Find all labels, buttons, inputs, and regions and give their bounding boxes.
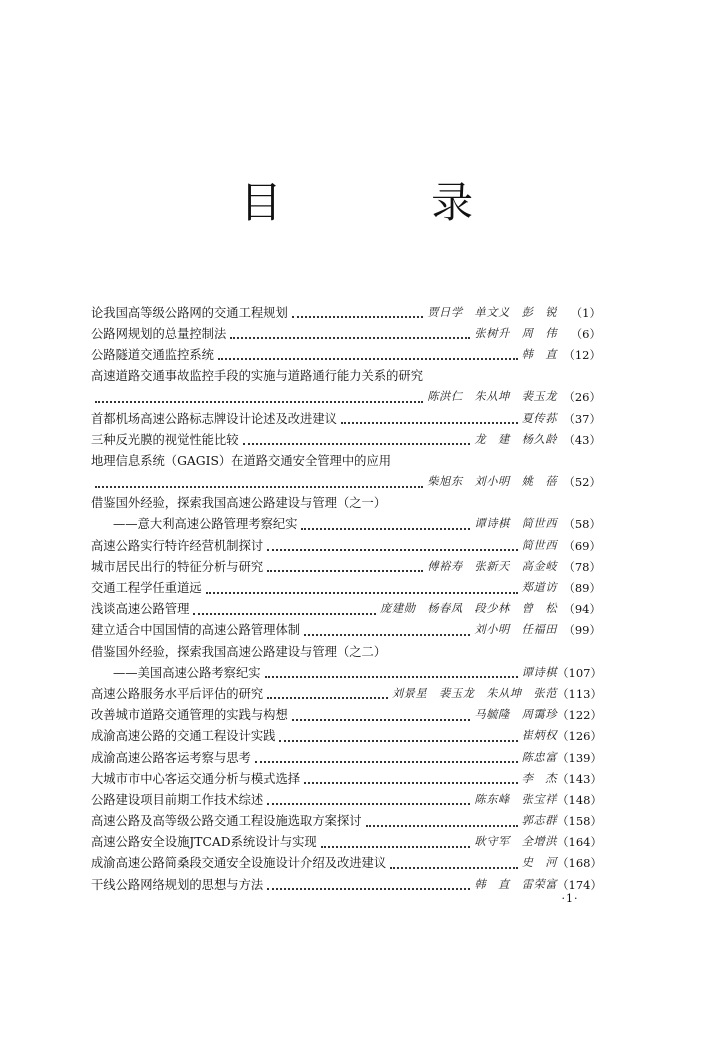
entry-title: ——意大利高速公路管理考察纪实	[113, 517, 298, 532]
dot-leader	[301, 527, 470, 530]
entry-title: 借鉴国外经验，探索我国高速公路建设与管理（之一）	[91, 496, 387, 511]
entry-authors: 崔炳权	[521, 729, 557, 743]
entry-title: 高速公路服务水平后评估的研究	[91, 686, 264, 701]
toc-entry[interactable]	[91, 450, 601, 471]
entry-page: （126）	[557, 729, 602, 744]
dot-leader	[206, 591, 518, 594]
toc-entry[interactable]	[91, 811, 601, 832]
entry-title: 公路隧道交通监控系统	[91, 347, 214, 362]
dot-leader	[321, 845, 471, 848]
entry-page: （148）	[557, 792, 602, 807]
entry-authors: 马毓隆 周霭珍	[474, 708, 557, 722]
entry-title: 成渝高速公路简桑段交通安全设施设计介绍及改进建议	[91, 856, 387, 871]
dot-leader	[230, 336, 470, 339]
entry-authors: 郭志群	[521, 814, 557, 828]
entry-title: 论我国高等级公路网的交通工程规划	[91, 305, 288, 320]
toc-entry[interactable]	[91, 620, 601, 641]
entry-page: （89）	[563, 581, 601, 596]
entry-page: （26）	[563, 390, 601, 405]
entry-page: （43）	[563, 432, 601, 447]
entry-title: 公路网规划的总量控制法	[91, 326, 227, 341]
toc-entry[interactable]	[91, 789, 601, 810]
entry-page: （168）	[557, 856, 602, 871]
page-number: ·1·	[561, 892, 579, 905]
entry-authors: 陈东峰 张宝祥	[474, 792, 557, 806]
entry-title: 大城市市中心客运交通分析与模式选择	[91, 771, 301, 786]
dot-leader	[95, 485, 423, 488]
entry-page: （164）	[557, 835, 602, 850]
entry-title: 改善城市道路交通管理的实践与构想	[91, 708, 288, 723]
dot-leader	[193, 612, 376, 615]
toc-entry[interactable]	[91, 577, 601, 598]
dot-leader	[95, 400, 423, 403]
dot-leader	[366, 824, 518, 827]
entry-page: （58）	[563, 517, 601, 532]
entry-title: 成渝高速公路的交通工程设计实践	[91, 729, 276, 744]
entry-authors: 张树升 周 伟	[474, 326, 557, 340]
entry-authors: 刘景星 裴玉龙 朱从坤 张范	[391, 686, 557, 700]
dot-leader	[267, 548, 517, 551]
page-title: 目 录	[239, 178, 542, 227]
toc-entry-continuation[interactable]	[91, 387, 601, 408]
dot-leader	[390, 866, 517, 869]
toc-entry[interactable]	[91, 768, 601, 789]
toc-entry[interactable]	[91, 747, 601, 768]
dot-leader	[267, 802, 470, 805]
toc-entry[interactable]	[91, 556, 601, 577]
entry-authors: 韩 直	[521, 347, 557, 361]
toc-entry[interactable]	[91, 641, 601, 662]
toc-entry-continuation[interactable]	[91, 472, 601, 493]
entry-title: 公路建设项目前期工作技术综述	[91, 792, 264, 807]
toc-entry[interactable]	[91, 344, 601, 365]
toc-entry[interactable]	[91, 493, 601, 514]
entry-authors: 陈洪仁 朱从坤 裴玉龙	[427, 390, 557, 404]
toc-entry[interactable]	[91, 323, 601, 344]
toc-entry[interactable]	[91, 366, 601, 387]
toc-entry-subtitle[interactable]	[91, 514, 601, 535]
entry-page: （113）	[557, 686, 602, 701]
entry-authors: 李 杰	[521, 771, 557, 785]
entry-page: （143）	[557, 771, 602, 786]
entry-authors: 郑道访	[521, 581, 557, 595]
toc-entry[interactable]	[91, 832, 601, 853]
entry-authors: 柴旭东 刘小明 姚 蓓	[427, 475, 557, 489]
entry-authors: 谭诗棋	[521, 665, 557, 679]
dot-leader	[304, 633, 470, 636]
dot-leader	[255, 760, 518, 763]
dot-leader	[267, 887, 470, 890]
entry-page: （139）	[557, 750, 602, 765]
toc-entry[interactable]	[91, 853, 601, 874]
entry-title: 干线公路网络规划的思想与方法	[91, 877, 264, 892]
dot-leader	[292, 315, 423, 318]
entry-authors: 龙 建 杨久龄	[474, 432, 557, 446]
dot-leader	[341, 421, 518, 424]
entry-page: （107）	[557, 665, 602, 680]
entry-page: （174）	[557, 877, 602, 892]
entry-authors: 贾日学 单文义 彭 锐	[427, 305, 557, 319]
entry-page: （78）	[563, 559, 601, 574]
entry-title: 城市居民出行的特征分析与研究	[91, 559, 264, 574]
toc-entry[interactable]	[91, 726, 601, 747]
dot-leader	[267, 696, 388, 699]
entry-title: 地理信息系统（GAGIS）在道路交通安全管理中的应用	[91, 453, 392, 468]
entry-page: （99）	[563, 623, 601, 638]
toc-entry[interactable]	[91, 705, 601, 726]
table-of-contents	[91, 302, 601, 895]
entry-title: 交通工程学任重道远	[91, 581, 202, 596]
entry-title: 浅谈高速公路管理	[91, 602, 190, 617]
toc-entry[interactable]	[91, 429, 601, 450]
entry-authors: 夏传荪	[521, 411, 557, 425]
toc-entry[interactable]	[91, 535, 601, 556]
toc-entry-subtitle[interactable]	[91, 662, 601, 683]
entry-page: （37）	[563, 411, 601, 426]
dot-leader	[218, 357, 518, 360]
entry-title: 高速公路实行特许经营机制探讨	[91, 538, 264, 553]
entry-page: （52）	[563, 475, 601, 490]
entry-authors: 傅裕寿 张新天 高金岐	[427, 559, 557, 573]
entry-authors: 耿守军 全增洪	[474, 835, 557, 849]
toc-entry[interactable]	[91, 683, 601, 704]
entry-title: 三种反光膜的视觉性能比较	[91, 432, 239, 447]
entry-authors: 谭诗棋 简世西	[474, 517, 557, 531]
entry-page: （12）	[563, 347, 601, 362]
entry-page: （158）	[557, 814, 602, 829]
entry-title: 高速道路交通事故监控手段的实施与道路通行能力关系的研究	[91, 369, 424, 384]
dot-leader	[267, 569, 423, 572]
entry-title: 高速公路及高等级公路交通工程设施选取方案探讨	[91, 814, 362, 829]
entry-title: 借鉴国外经验，探索我国高速公路建设与管理（之二）	[91, 644, 387, 659]
entry-title: ——美国高速公路考察纪实	[113, 665, 261, 680]
entry-title: 高速公路安全设施JTCAD系统设计与实现	[91, 835, 317, 850]
toc-entry[interactable]	[91, 599, 601, 620]
entry-authors: 韩 直 雷荣富	[474, 877, 557, 891]
entry-authors: 陈忠富	[521, 750, 557, 764]
entry-title: 首都机场高速公路标志牌设计论述及改进建议	[91, 411, 337, 426]
entry-authors: 史 河	[521, 856, 557, 870]
toc-entry[interactable]	[91, 302, 601, 323]
dot-leader	[292, 718, 471, 721]
entry-authors: 刘小明 任福田	[474, 623, 557, 637]
entry-title: 成渝高速公路客运考察与思考	[91, 750, 251, 765]
toc-entry[interactable]	[91, 874, 601, 895]
dot-leader	[243, 442, 471, 445]
entry-page: （6）	[570, 326, 601, 341]
dot-leader	[279, 739, 517, 742]
entry-page: （1）	[570, 305, 601, 320]
entry-page: （69）	[563, 538, 601, 553]
entry-page: （94）	[563, 602, 601, 617]
toc-entry[interactable]	[91, 408, 601, 429]
dot-leader	[265, 675, 518, 678]
dot-leader	[304, 781, 518, 784]
entry-authors: 庞建勋 杨春凤 段少林 曾 松	[380, 602, 557, 616]
entry-title: 建立适合中国国情的高速公路管理体制	[91, 623, 301, 638]
entry-authors: 简世西	[521, 538, 557, 552]
entry-page: （122）	[557, 708, 602, 723]
